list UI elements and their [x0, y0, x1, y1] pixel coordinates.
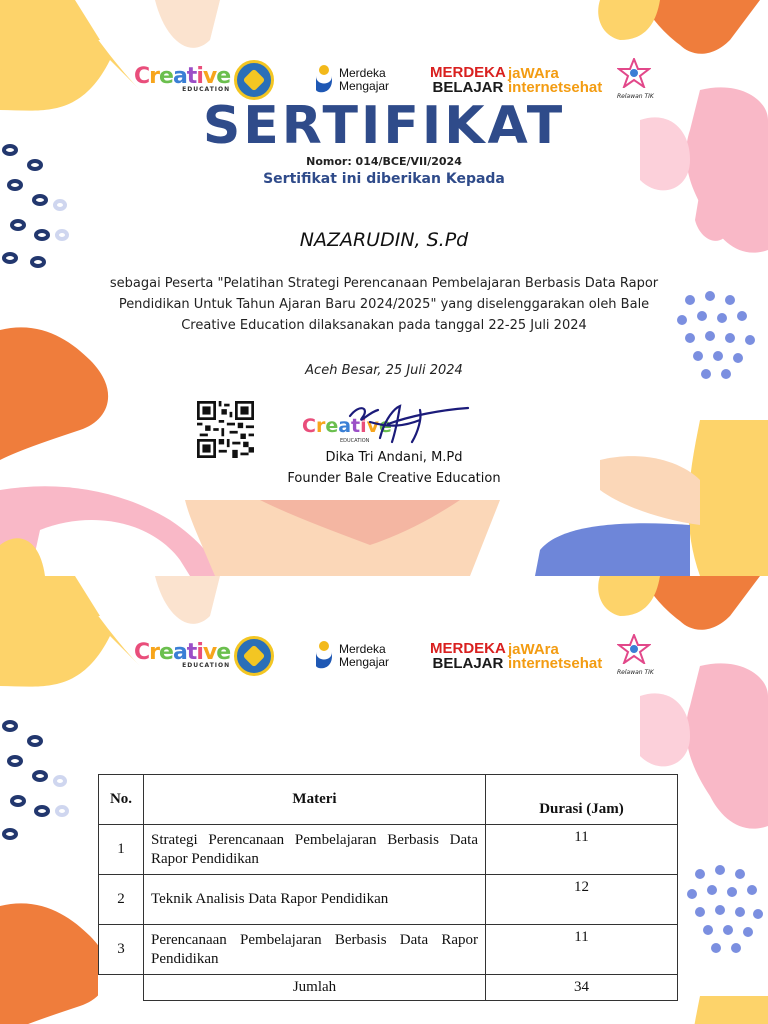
creative-education-logo: Creative EDUCATION: [134, 640, 231, 669]
total-blank-cell: [99, 975, 144, 1001]
row-materi: Strategi Perencanaan Pembelajaran Berbasis Data Rapor Pendidikan: [144, 825, 486, 875]
jawara-internet-sehat-logo: [508, 67, 602, 95]
row-no: 3: [99, 925, 144, 975]
creative-education-logo: Creative EDUCATION: [134, 64, 231, 93]
merdeka-mengajar-logo: [313, 640, 389, 672]
jawara-line1: jaWAra: [508, 65, 559, 82]
merdeka-belajar-logo: [430, 65, 506, 95]
jawara-line1: jaWAra: [508, 641, 559, 658]
given-to-label: Sertifikat ini diberikan Kepada: [263, 171, 505, 187]
signer-role: Founder Bale Creative Education: [287, 471, 501, 486]
merdeka-mengajar-icon: [313, 640, 335, 672]
header-materi: Materi: [144, 775, 486, 825]
relawan-tik-label: Relawan TIK: [617, 669, 654, 676]
certificate-back-page: [0, 576, 768, 1024]
row-durasi: 11: [486, 925, 678, 975]
total-value: 34: [486, 975, 678, 1001]
relawan-tik-logo: [617, 634, 654, 676]
jawara-line2: internetsehat: [508, 655, 603, 672]
row-durasi: 11: [486, 825, 678, 875]
table-total-row: [99, 975, 678, 1001]
logo-row: [0, 634, 768, 694]
table-row: [99, 875, 678, 925]
merdeka-mengajar-icon: [313, 64, 335, 96]
tut-wuri-handayani-emblem-icon: [234, 636, 274, 676]
row-materi: Teknik Analisis Data Rapor Pendidikan: [144, 875, 486, 925]
certificate-body: sebagai Peserta "Pelatihan Strategi Perencanaan Pembelajaran Berbasis Data Rapor Pendidikan Untuk Tahun Ajaran Baru 2024/2025" yang diselenggarakan oleh Bale Creative Education dilaksanakan pada tanggal 22-25 Juli 2024: [109, 276, 659, 333]
relawan-tik-star-icon: [617, 58, 651, 88]
merdeka-belajar-line2: BELAJAR: [432, 655, 504, 672]
header-no: No.: [99, 775, 144, 825]
signer-name: Dika Tri Andani, M.Pd: [325, 450, 463, 465]
svg-text:EDUCATION: EDUCATION: [340, 438, 370, 444]
jawara-internet-sehat-logo: [508, 643, 602, 671]
certificate-number: Nomor: 014/BCE/VII/2024: [306, 155, 462, 168]
table-row: [99, 925, 678, 975]
svg-text:Creative: Creative: [302, 415, 392, 437]
merdeka-belajar-line1: MERDEKA: [430, 64, 506, 81]
relawan-tik-logo: [617, 58, 654, 100]
signature-with-logo: [300, 398, 480, 448]
jawara-line2: internetsehat: [508, 79, 603, 96]
recipient-name: NAZARUDIN, S.Pd: [299, 229, 469, 251]
tut-wuri-handayani-emblem-icon: [234, 60, 274, 100]
row-materi: Perencanaan Pembelajaran Berbasis Data Rapor Pendidikan: [144, 925, 486, 975]
header-durasi: Durasi (Jam): [486, 775, 678, 825]
merdeka-belajar-line2: BELAJAR: [432, 79, 504, 96]
relawan-tik-star-icon: [617, 634, 651, 664]
merdeka-mengajar-line1: Merdeka: [339, 642, 386, 656]
table-header-row: [99, 775, 678, 825]
merdeka-mengajar-line1: Merdeka: [339, 66, 386, 80]
row-durasi: 12: [486, 875, 678, 925]
relawan-tik-label: Relawan TIK: [617, 93, 654, 100]
place-date: Aceh Besar, 25 Juli 2024: [305, 363, 463, 378]
row-no: 2: [99, 875, 144, 925]
merdeka-mengajar-line2: Mengajar: [339, 79, 390, 93]
row-no: 1: [99, 825, 144, 875]
total-label: Jumlah: [144, 975, 486, 1001]
merdeka-belajar-line1: MERDEKA: [430, 640, 506, 657]
table-row: [99, 825, 678, 875]
merdeka-belajar-logo: [430, 641, 506, 671]
merdeka-mengajar-logo: [313, 64, 389, 96]
certificate-title: SERTIFIKAT: [202, 96, 566, 156]
materials-table: [98, 774, 678, 1001]
merdeka-mengajar-line2: Mengajar: [339, 655, 390, 669]
